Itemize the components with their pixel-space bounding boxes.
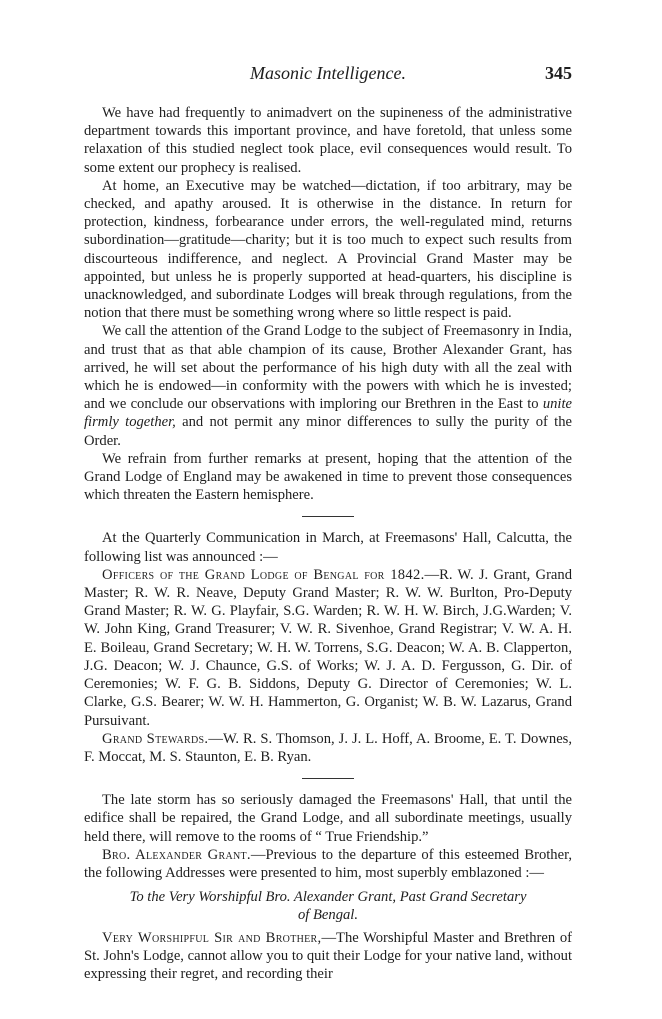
- officers-heading: Officers of the Grand Lodge of Bengal for 1842.: [102, 566, 425, 583]
- officers-list: [84, 566, 572, 730]
- section-divider: [302, 778, 354, 779]
- officers-names: —R. W. J. Grant, Grand Master; R. W. R. Neave, Deputy Grand Master; R. W. W. Burlton, Pro-Deputy Grand Master; R. W. G. Playfair, S.G. Warden; R. W. H. W. Birch, J.G.Warden; V. W. John King, Grand Treasurer; V. W. R. Sivenhoe, Grand Registrar; V. W. A. H. E. Boileau, Grand Secretary; W. H. W. Torrens, S.G. Deacon; W. A. B. Clapperton, J.G. Deacon; W. J. Chaunce, G.S. of Works; W. J. A. D. Fergusson, G. Dir. of Ceremonies; W. F. G. B. Siddons, Deputy G. Director of Ceremonies; W. L. Clarke, G.S. Bearer; W. W. H. Hammerton, G. Organist; W. B. W. Lazarus, Grand Pursuivant.: [84, 566, 572, 729]
- address-title-line: To the Very Worshipful Bro. Alexander Grant, Past Grand Secretary: [129, 889, 527, 906]
- paragraph: We have had frequently to animadvert on the supineness of the administrative department towards this important province, and have foretold, that unless some relaxation of this studied neglect took place, evil consequences would result. To some extent our prophecy is realised.: [84, 105, 572, 176]
- paragraph: At home, an Executive may be watched—dictation, if too arbitrary, may be checked, and apathy aroused. It is otherwise in the distance. In return for protection, kindness, forbearance under errors, the well-regulated mind, returns subordination—gratitude—charity; but it is too much to expect such results from discourteous indifference, and neglect. A Provincial Grand Master may be appointed, but unless he is properly supported at head-quarters, his discipline is unacknowledged, and subordinate Lodges will break through regulations, from the notion that there must be something wrong where so little respect is paid.: [84, 177, 572, 322]
- running-title: Masonic Intelligence.: [250, 63, 406, 83]
- page: [84, 64, 572, 983]
- text-run: —Previous to the departure of this esteemed Brother, the following Addresses were presented to him, most superbly emblazoned :—: [84, 846, 572, 881]
- stewards-names: —W. R. S. Thomson, J. J. L. Hoff, A. Broome, E. T. Downes, F. Moccat, M. S. Staunton, E. B. Ryan.: [84, 730, 572, 765]
- paragraph: We refrain from further remarks at present, hoping that the attention of the Grand Lodge of England may be awakened in time to prevent those consequences which threaten the Eastern hemisphere.: [84, 450, 572, 504]
- text-run: We call the attention of the Grand Lodge to the subject of Freemasonry in India, and trust that as that able champion of its cause, Brother Alexander Grant, has arrived, he will set about the performance of his high duty with all the zeal with which he is endowed—in conformity with the powers with which he is invested; and we conclude our observations with imploring our Brethren in the East to: [84, 323, 572, 413]
- paragraph: At the Quarterly Communication in March, at Freemasons' Hall, Calcutta, the following list was announced :—: [84, 530, 572, 565]
- section-divider: [302, 516, 354, 517]
- paragraph: [84, 322, 572, 449]
- stewards-heading: Grand Stewards.: [102, 730, 209, 747]
- text-run: and not permit any minor differences to sully the purity of the Order.: [84, 414, 572, 449]
- paragraph: [84, 929, 572, 984]
- paragraph-heading: Bro. Alexander Grant.: [102, 846, 251, 863]
- address-title: [84, 888, 572, 924]
- page-number: 345: [545, 63, 572, 83]
- running-header: [84, 64, 572, 86]
- paragraph: [84, 846, 572, 882]
- address-title-line: of Bengal.: [298, 907, 358, 924]
- salutation: Very Worshipful Sir and Brother,: [102, 929, 322, 946]
- stewards-list: [84, 730, 572, 766]
- paragraph: The late storm has so seriously damaged the Freemasons' Hall, that until the edifice shall be repaired, the Grand Lodge, and all subordinate meetings, usually held there, will remove to the rooms of “ True Friendship.”: [84, 792, 572, 845]
- text-run: —The Worshipful Master and Brethren of St. John's Lodge, cannot allow you to quit their Lodge for your native land, without expressing their regret, and recording their: [84, 929, 572, 982]
- emphasis: unite firmly together,: [84, 396, 572, 431]
